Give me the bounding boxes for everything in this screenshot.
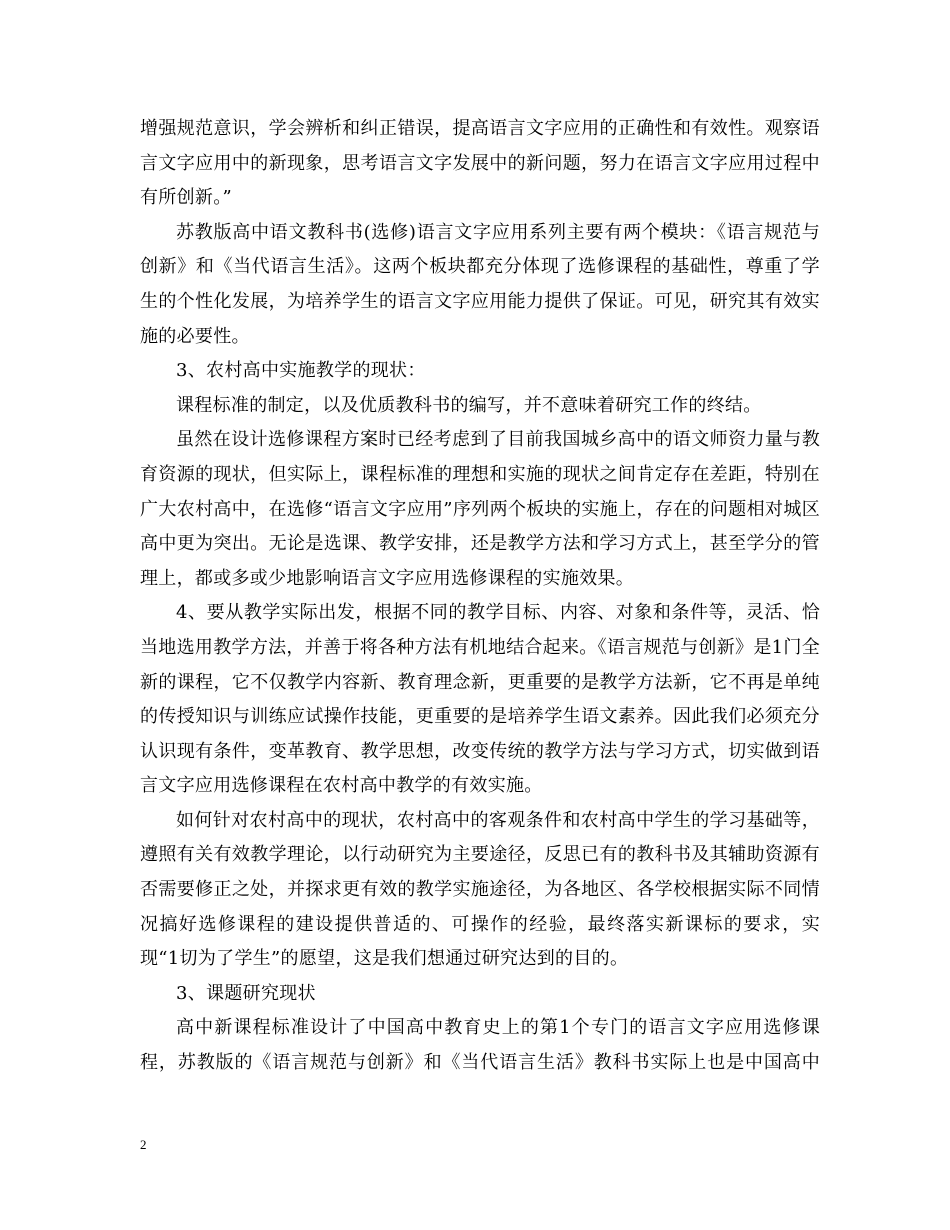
paragraph-6: 如何针对农村高中的现状，农村高中的客观条件和农村高中学生的学习基础等，遵照有关有效教学理论，以行动研究为主要途径，反思已有的教科书及其辅助资源有否需要修正之处，并探求更有效的教学实施途径，为各地区、各学校根据实际不同情况搞好选修课程的建设提供普适的、可操作的经验，最终落实新课标的要求，实现“1切为了学生”的愿望，这是我们想通过研究达到的目的。 bbox=[140, 809, 820, 970]
paragraph-4: 虽然在设计选修课程方案时已经考虑到了目前我国城乡高中的语文师资力量与教育资源的现状，但实际上，课程标准的理想和实施的现状之间肯定存在差距，特别在广大农村高中，在选修“语言文字应用”序列两个板块的实施上，存在的问题相对城区高中更为突出。无论是选课、教学安排，还是教学方法和学习方式上，甚至学分的管理上，都或多或少地影响语言文字应用选修课程的实施效果。 bbox=[140, 429, 820, 589]
section-heading-research-status: 3、课题研究现状 bbox=[176, 982, 316, 1004]
section-heading-3: 3、农村高中实施教学的现状： bbox=[176, 360, 426, 382]
page-number: 2 bbox=[140, 1137, 147, 1152]
paragraph-3: 课程标准的制定，以及优质教科书的编写，并不意味着研究工作的终结。 bbox=[176, 394, 762, 416]
paragraph-1: 增强规范意识，学会辨析和纠正错误，提高语言文字应用的正确性和有效性。观察语言文字应用中的新现象，思考语言文字发展中的新问题，努力在语言文字应用过程中有所创新。” bbox=[140, 118, 820, 209]
document-body bbox=[140, 112, 820, 1081]
paragraph-5: 4、要从教学实际出发，根据不同的教学目标、内容、对象和条件等，灵活、恰当地选用教学方法，并善于将各种方法有机地结合起来。《语言规范与创新》是1门全新的课程，它不仅教学内容新、教育理念新，更重要的是教学方法新，它不再是单纯的传授知识与训练应试操作技能，更重要的是培养学生语文素养。因此我们必须充分认识现有条件，变革教育、教学思想，改变传统的教学方法与学习方式，切实做到语言文字应用选修课程在农村高中教学的有效实施。 bbox=[140, 602, 820, 797]
paragraph-2: 苏教版高中语文教科书(选修)语言文字应用系列主要有两个模块：《语言规范与创新》和《当代语言生活》。这两个板块都充分体现了选修课程的基础性，尊重了学生的个性化发展，为培养学生的语言文字应用能力提供了保证。可见，研究其有效实施的必要性。 bbox=[140, 221, 820, 347]
paragraph-7: 高中新课程标准设计了中国高中教育史上的第1个专门的语言文字应用选修课程，苏教版的《语言规范与创新》和《当代语言生活》教科书实际上也是中国高中 bbox=[140, 1017, 820, 1074]
